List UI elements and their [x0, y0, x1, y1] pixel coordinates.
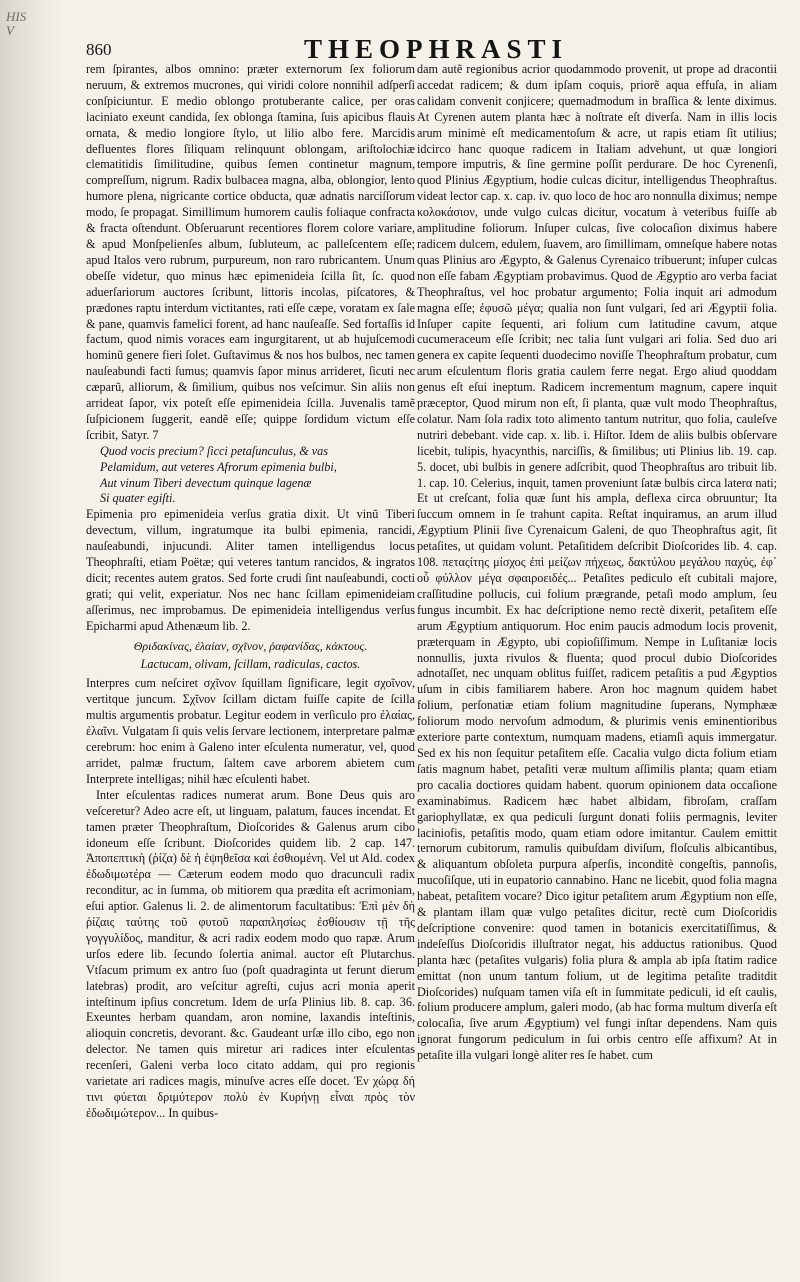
verse-quote — [86, 444, 415, 508]
page-number: 860 — [86, 40, 112, 59]
left-column — [86, 62, 415, 1272]
right-column — [417, 62, 777, 1277]
facing-page-bleed — [0, 0, 62, 1282]
page-header — [86, 34, 786, 64]
paragraph: dam autẽ regionibus acrior quodammodo provenit, ut prope ad dracontii accedat radicem; & dum ipſam coquis, priorẽ aqua effuſa, in aliam calidam convenit conjicere; quemadmodum in braſſica & lente diximus. At Cyrenen autem planta hæc à noſtrate eſt diverſa. Nam in illis locis arum minimè eſt medicamentoſum & acre, ut rapis etiam ſit utilius; idcirco hanc quoque radicem in Italiam advehunt, ut quæ longiori tempore imputris, & ſine germine poſſit perdurare. De hoc Cyrenenſi, quod Plinius Ægyptium, hodie culcas dicitur, intelligendus Theophraſtus. videat lector cap. x. cap. iv. quo loco de hoc aro nonnulla diximus; nempe κολοκάσιον, unde vulgo culcas dicitur, vocatum à veteribus fuiſſe ab amplitudine foliorum. Inſuper culcas, ſive colocaſion diximus habere radicem dulcem, edulem, ſuavem, aro ſimillimam, omneſque habere notas quas Plinius aro Ægypto, & Galenus Cyrenaico tribuerunt; inſuper culcas non eſſe fabam Ægyptiam probavimus. Quod de Ægyptio aro verba faciat Theophraſtus, vel hoc probatur argumento; Folia inquit ari admodum magna eſſe; ἐφυσῶ μέγα; qualia non ſunt vulgari, ſed ari Ægyptii folia. Inſuper capite ſequenti, ari folium cum latitudine cavum, atque cucumeraceum eſſe ſcribit; nec talia ſunt vulgari ari folia. Sed duo ari genera ex capite ſequenti duodecimo noviſſe Theophraſtum probatur, cum arum eſculentum floris gratia caulem ferre negat. Ergo aliud quoddam genus eſt eſui ineptum. Radicem incrementum magnum, capere inquit præceptor, Quod mirum non eſt, ſi planta, quæ vult modo Theophraſtus, colatur. Nam ſola radix toto alimento tantum nutritur, quo folia, cauleſve nutriri debebant. vide cap. x. lib. i. Hiſtor. Idem de aliis bulbis obſervare licebit, tulipis, hyacynthis, narciſſis, & ſimilibus; uti Plinius lib. 19. cap. 5. docet, ubi bulbis in genere adſcribit, quod Theophraſtus aro tribuit lib. 1. cap. 10. Celerius, inquit, tamen proveniunt ſatæ bulbis circa laterα nati; Et ut creſcant, folia quæ ſunt his ampla, deflexa circa obruuntur; Ita ſuccum omnem in ſe trahunt capita. Reſtat inquiramus, an arum illud Ægyptium Plinii ſive Cyrenaicum Galeni, de quo Theophraſtus agit, ſit petaſites, ut quidam volunt. Petaſitidem deſcribit Dioſcorides lib. 4. cap. 108. πεταςίτης μίσχος ἐπὶ μείζων πήχεως, δακτύλου μεγάλου παχύς, ἐφ᾽ οὗ φύλλον μέγα σφαιροειδές... Petaſites pediculo eſt cubitali majore, craſſitudine pollucis, cui folium prægrande, petaſi modo amplum, ſeu fungus incumbit. Ex hac deſcriptione nemo rectè dixerit, petaſitem eſſe arum Ægyptium antiquorum. Hoc enim paucis admodum locis provenit, præterquam in Ægypto, ubi copioſiſſimum. Nempe in Luſitaniæ locis nonnullis, juxta rivulos & fluenta; quod procul dubio Dioſcorides adnotaſſet, nec unquam oblitus fuiſſet, radicem petaſitis a pud Ægyptios uſum in cibis familiarem habere. Aron hoc magnum quidem habet folium, perſonatiæ etiam folium magnitudine ſuperans, Nymphææ foliorum modo nervoſum admodum, & plurimis venis eminentioribus exteriore parte contextum, numquam madens, etiamſi aquis immergatur. Sed ex his non ſequitur petaſitem eſſe. Cacalia vulgo dicta folium etiam ſatis magnum habet, petaſiti veræ multum aſſimilis planta; quam etiam pro cacalia doctiores quidam habent. quorum opinionem data occaſione examinabimus. Radicem hæc habet albidam, fibroſam, craſſam gariophyllatæ, ex qua pediculi ſurgunt donati foliis permagnis, leviter laciniofis, petaſitis modo, quam etiam odore imitantur. Caulem emittit ternorum cubitorum, ramulis quibuſdam diviſum, floſculis albicantibus, & aliquantum obſoleta purpura aſperſis, inconditè congeſtis, pannoſis, mucoſiſque, uti in eupatorio cannabino. Hanc ne licebit, quod folia magna habeat, petaſitem vocare? Dico igitur petaſitem arum Ægyptium non eſſe, & plantam illam quæ vulgo petaſites dicitur, rectè cum Dioſcoridis deſcriptione convenire: quod tamen in botanicis exercitatiſſimus, & indeſeſſus Dioſcoridis illuſtrator negat, his adductus rationibus. Quod planta hæc (petaſites vulgaris) folia plura & ampla ab ipſa ſtatim radice emittat (non unum tantum folium, ut de legitima petaſite traditdit Dioſcorides) nuſquam tamen viſa eſt in ſummitate pediculi, id eſt caulis, folium producere amplum, galeri modo, (ab hac forma multum diverſa eſt colocaſia, ſive arum Ægyptium) vel fungi inſtar dependens. Nam quis ignorat fungorum pediculum in ſui orbis centro eſſe affixum? At in petaſite illa vulgari longè aliter res ſe habet. cum — [417, 62, 777, 1063]
paragraph: rem ſpirantes, albos omnino: præter externorum ſex foliorum neruum, & extremos mucrones, qui viridi colore nonnihil adſperſi conſpiciuntur. E medio oblongo protuberante calice, per oras laciniato exeunt candida, ſex oblonga ſtamina, ſuis apicibus flauis ornata, & medio longiore ſtylo, ut lilio albo fere. Marcidis defluentes flores ſiliquam relinquunt oblongam, ariſtolochiæ clematitidis ſimilitudine, quibus ſemen continetur magnum, compreſſum, nigrum. Radix bulbacea magna, alba, oblongior, lento humore plena, nigricante cortice obducta, quæ adnatis narciſſorum modo, ſe propagat. Simillimum humorem caulis foliaque confracta & fracta oſtendunt. Obſeruarunt recentiores florem colore variare, & apud Monſpelienſes album, ſubluteum, ac palleſcentem eſſe; apud Italos vero rubrum, purpureum, non raro rubricantem. Unum obeſſe videtur, quo minus hæc epimenideia ſcilla ſit, ſc. quod aduerſariorum auctores ſcribunt, littoris incolas, piſcatores, & prædones raptu interdum victitantes, rati eſſe cæpe, voratam ex ſale & pane, quamvis famelici forent, ad hanc nauſeaſſe. Sed fortaſſis id factum, quod nimis voraces eam ingurgitarent, ut ab hujuſcemodi hominũ genere fieri ſolet. Guſtavimus & nos hos bulbos, nec tamen nauſeabundi facti ſumus; quamvis ſapor minus arrideret, ſicuti nec cæparũ, alliorum, & ſimilium, quibus nos veſcimur. Sin aliis non arrideat ſapor, vix poteſt eſſe epimenideia ſcilla. Juvenalis tamẽ ſuſpicionem ſuggerit, eandẽ eſſe; quippe ſordidum victum eſſe ſcribit, Satyr. 7 — [86, 62, 415, 442]
verse-line: Quod vocis precium? ſicci petaſunculus, & vas — [100, 443, 329, 458]
greek-lemma: Θριδακίνας, ἐλαίαν, σχῖνον, ῥαφανίδας, κάκτους. — [133, 638, 368, 653]
verse-line: Aut vinum Tiberi devectum quinque lagenæ — [100, 475, 312, 490]
verse-line: Si quater egiſti. — [100, 491, 176, 506]
running-title: THEOPHRASTI — [303, 34, 569, 64]
paragraph: Interpres cum neſciret σχῖνον ſquillam ſignificare, legit σχοῖνον, vertitque juncum. Σχῖνον ſcillam dictam fuiſſe capite de ſcilla multis argumentis probatur. Legitur eodem in verſiculo pro ἐλαίας, ἐλαῖνι. Vulgatam ſi quis velis ſervare lectionem, interpretare palmæ cerebrum: hoc enim à Galeno inter eſculenta numeratur, vel, quod arridet, palmæ fructum, ſaltem cave arborem abietem cum Interprete intelligas; nihil hæc eſculenti habet. — [86, 676, 415, 786]
paragraph: Inter eſculentas radices numerat arum. Bone Deus quis aro veſceretur? Adeo acre eſt, ut linguam, palatum, fauces incendat. Et tamen præter Theophraſtum, Dioſcorides & Galenus arum cibo idoneum eſſe ſcribunt. Dioſcorides quidem lib. 2 cap. 147. Ἀποπεπτικὴ (ῥίζα) δὲ ἡ ἑψηθεῖσα καὶ ἐσθιομένη. Vel ut Ald. codex ἐδωδιμωτέρα — Cæterum eodem modo quo dracunculi radix reconditur, ac in ſumma, ob mitiorem qua prædita eſt acrimoniam, eſui aptior. Galenus li. 2. de alimentorum facultatibus: Ἐπὶ μὲν δὴ ῥίζαις ταύτης τοῦ φυτοῦ παραπλησίως ἐσθίουσιν τῇ τῆς γογγυλίδος, manditur, & acri radix eodem modo quo rapæ. Arum urſos edere lib. ſecundo ſolertia animal. auctor eſt Plutarchus. Vtſacum primum ex antro ſuo (poſt quadraginta ut ferunt dierum latebras) prodit, aro veſcitur agreſti, cujus acri monia aperit inteſtinum ipſius concretum. Idem de urſa Plinius lib. 8. cap. 36. Exeuntes herbam quandam, aron nomine, laxandis inteſtinis, alioquin concretis, devorant. &c. Gaudeant urſæ illo cibo, ego non delector. Ne tamen quis miretur ari radices inter eſculentas recenſeri, Galeni verba loco citato addam, qui pro regionis varietate ari radices magis, minuſve acres eſſe docet. Ἐν χώρᾳ δή τινι φύεται δριμύτερον πολὺ ἐν Κυρήνῃ εἶναι πρὸς τὸν ἐδωδιμώτερον... In quibus- — [86, 787, 415, 1120]
bleed-text: HIS V — [6, 9, 27, 38]
latin-translation: Lactucam, olivam, ſcillam, radiculas, cactos. — [140, 656, 361, 671]
paragraph: Epimenia pro epimenideia verſus gratia dixit. Ut vinũ Tiberi devectum, villum, ingratumque ita bulbi epimenia, rancidi, nauſeabundi, injucundi. Aliter tamen intelligendus locus Theophraſti, etiam Poëtæ; qui veteres tantum rancidos, & ingratos dicit; recentes autem gratos. Sed forte crudi ſint nauſeabundi, cocti grati; qui velit, experiatur. Nos nec hanc ſcillam epimenideiam aſſerimus, nec improbamus. De epimenideia intelligendus verſus Epicharmi apud Athenæum lib. 2. — [86, 507, 415, 633]
verse-line: Pelamidum, aut veteres Afrorum epimenia bulbi, — [100, 459, 337, 474]
